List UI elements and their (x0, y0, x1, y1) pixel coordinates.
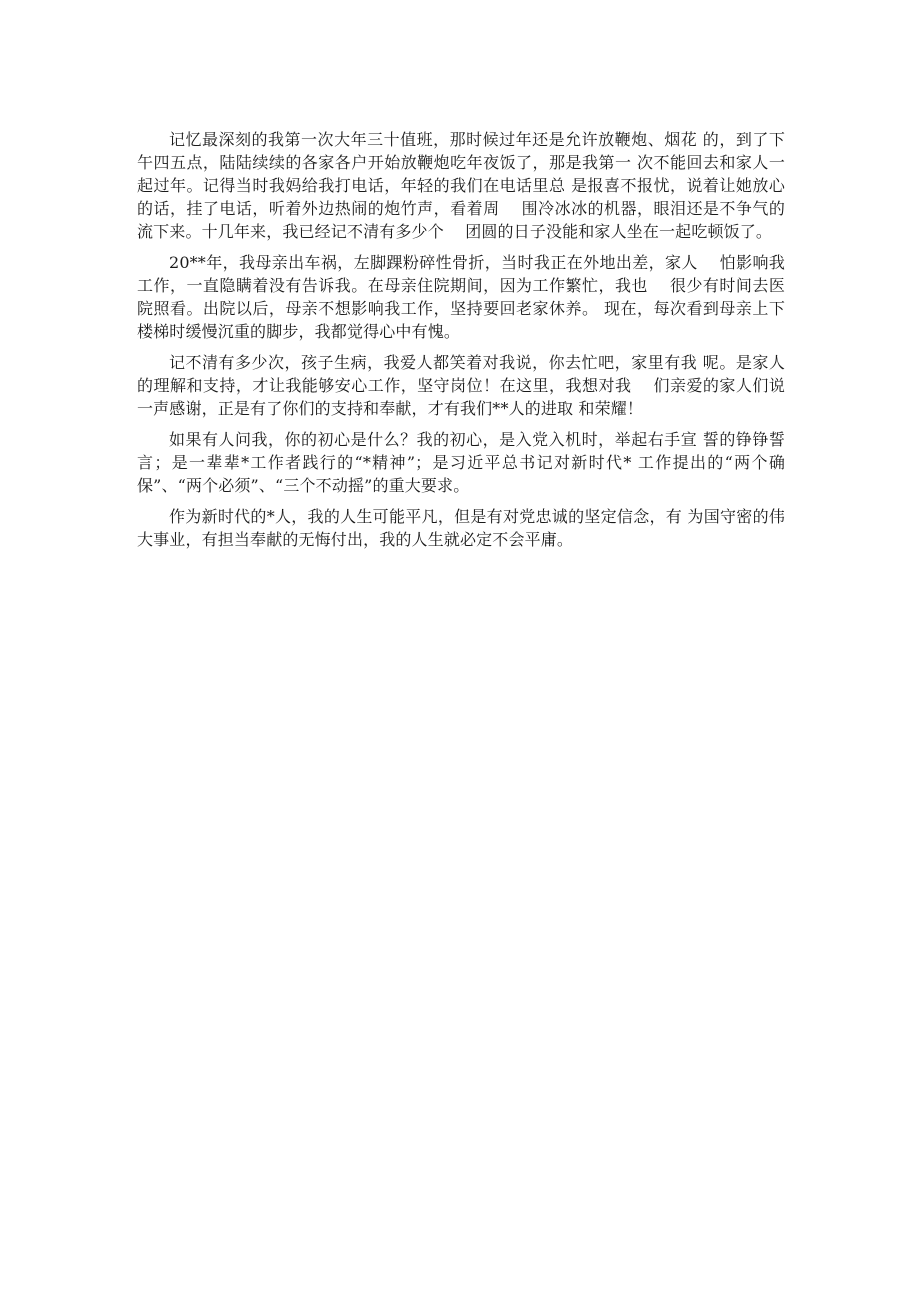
paragraph-family-support: 记不清有多少次，孩子生病，我爱人都笑着对我说，你去忙吧，家里有我 呢。是家人的理解和支持，才让我能够安心工作，坚守岗位！在这里，我想对我 们亲爱的家人们说一声感谢，正是有了你们的支持和奉献，才有我们**人的进取 和荣耀！ (137, 353, 785, 418)
document-body (137, 128, 785, 559)
paragraph-original-aspiration: 如果有人问我，你的初心是什么？我的初心，是入党入机时，举起右手宣 誓的铮铮誓言；是一辈辈*工作者践行的“*精神”；是习近平总书记对新时代* 工作提出的“两个确保”、“两个必须”、“三个不动摇”的重大要求。 (137, 430, 785, 495)
paragraph-conclusion: 作为新时代的*人，我的人生可能平凡，但是有对党忠诚的坚定信念，有 为国守密的伟大事业，有担当奉献的无悔付出，我的人生就必定不会平庸。 (137, 507, 785, 549)
paragraph-mother-accident: 20**年，我母亲出车祸，左脚踝粉碎性骨折，当时我正在外地出差，家人 怕影响我工作，一直隐瞒着没有告诉我。在母亲住院期间，因为工作繁忙，我也 很少有时间去医院照看。出院以后，母亲不想影响我工作，坚持要回老家休养。 现在，每次看到母亲上下楼梯时缓慢沉重的脚步，我都觉得心中有愧。 (137, 253, 785, 341)
paragraph-night-shift: 记忆最深刻的我第一次大年三十值班，那时候过年还是允许放鞭炮、烟花 的，到了下午四五点，陆陆续续的各家各户开始放鞭炮吃年夜饭了，那是我第一 次不能回去和家人一起过年。记得当时我妈给我打电话，年轻的我们在电话里总 是报喜不报忧，说着让她放心的话，挂了电话，听着外边热闹的炮竹声，看着周 围冷冰冰的机器，眼泪还是不争气的流下来。十几年来，我已经记不清有多少个 团圆的日子没能和家人坐在一起吃顿饭了。 (137, 130, 785, 241)
